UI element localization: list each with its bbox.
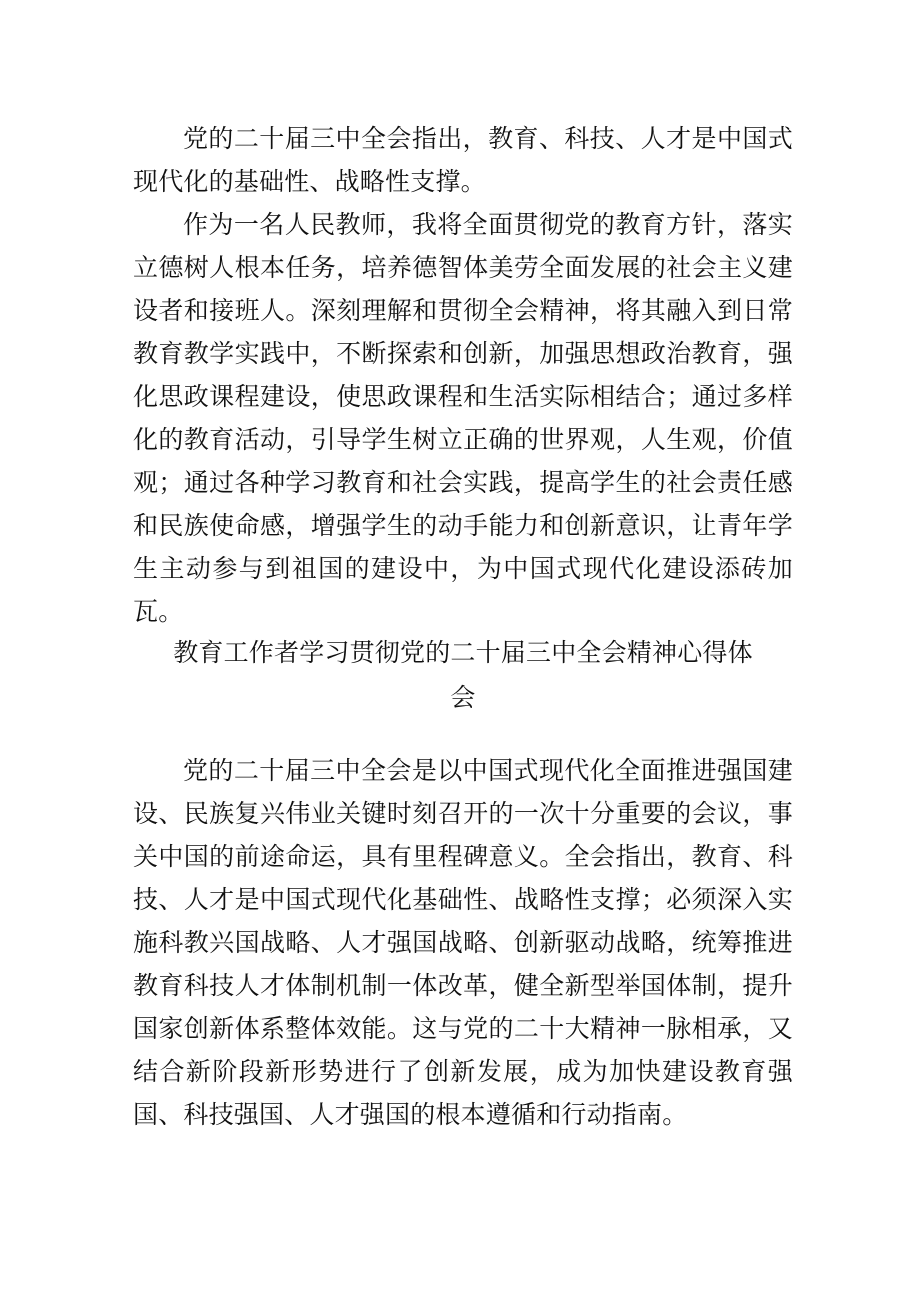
body-paragraph: 作为一名人民教师，我将全面贯彻党的教育方针，落实立德树人根本任务，培养德智体美劳全面发展的社会主义建设者和接班人。深刻理解和贯彻全会精神，将其融入到日常教育教学实践中，不断探索和创新，加强思想政治教育，强化思政课程建设，使思政课程和生活实际相结合；通过多样化的教育活动，引导学生树立正确的世界观，人生观，价值观；通过各种学习教育和社会实践，提高学生的社会责任感和民族使命感，增强学生的动手能力和创新意识，让青年学生主动参与到祖国的建设中，为中国式现代化建设添砖加瓦。 (133, 210, 793, 626)
section-paragraph: 党的二十届三中全会是以中国式现代化全面推进强国建设、民族复兴伟业关键时刻召开的一次十分重要的会议，事关中国的前途命运，具有里程碑意义。全会指出，教育、科技、人才是中国式现代化基础性、战略性支撑；必须深入实施科教兴国战略、人才强国战略、创新驱动战略，统筹推进教育科技人才体制机制一体改革，健全新型举国体制，提升国家创新体系整体效能。这与党的二十大精神一脉相承，又结合新阶段新形势进行了创新发展，成为加快建设教育强国、科技强国、人才强国的根本遵循和行动指南。 (133, 756, 793, 1129)
body-paragraph: 党的二十届三中全会指出，教育、科技、人才是中国式现代化的基础性、战略性支撑。 (133, 124, 793, 196)
section-title-line: 教育工作者学习贯彻党的二十届三中全会精神心得体 (173, 638, 753, 667)
section-title-line: 会 (450, 683, 476, 712)
section-title (133, 630, 793, 720)
